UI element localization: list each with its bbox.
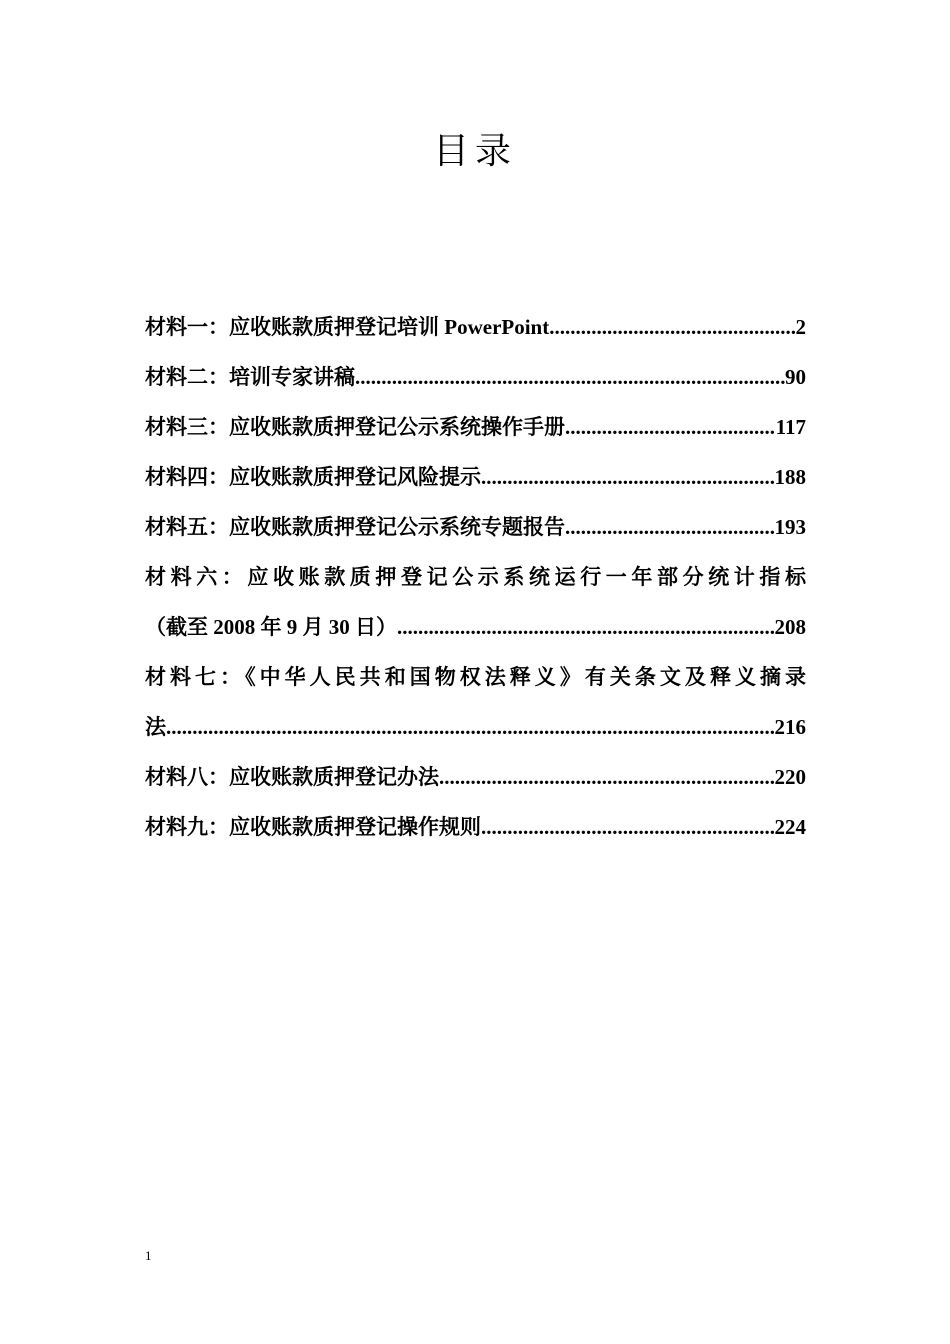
toc-dot-leader	[439, 752, 775, 802]
toc-entry-2[interactable]	[145, 352, 806, 402]
toc-dot-leader	[355, 352, 785, 402]
toc-entry-1[interactable]	[145, 302, 806, 352]
toc-entry-6-line-1[interactable]	[145, 552, 806, 602]
toc-entry-label: 材料五：应收账款质押登记公示系统专题报告	[145, 515, 565, 539]
toc-entry-label-continued: 法	[145, 715, 166, 739]
toc-entry-6-line-2[interactable]	[145, 602, 806, 652]
toc-page-number: 224	[774, 815, 806, 839]
toc-page-number: 216	[774, 715, 806, 739]
toc-page-number: 117	[775, 415, 806, 439]
toc-entry-9[interactable]	[145, 802, 806, 852]
toc-dot-leader	[565, 502, 775, 552]
toc-dot-leader	[481, 802, 775, 852]
toc-entry-label: 材料一：应收账款质押登记培训 PowerPoint	[145, 315, 550, 339]
toc-dot-leader	[549, 302, 795, 352]
toc-entry-label: 材料九：应收账款质押登记操作规则	[145, 815, 481, 839]
toc-entry-7-line-1[interactable]	[145, 652, 806, 702]
page-title: 目录	[432, 131, 517, 172]
toc-entry-3[interactable]	[145, 402, 806, 452]
toc-entry-label: 材料三：应收账款质押登记公示系统操作手册	[145, 415, 565, 439]
toc-page-number: 220	[774, 765, 806, 789]
toc-entry-label: 材料二：培训专家讲稿	[145, 365, 355, 389]
toc-entry-label: 材料八：应收账款质押登记办法	[145, 765, 439, 789]
toc-page-number: 90	[785, 365, 806, 389]
toc-entry-label: 材料四：应收账款质押登记风险提示	[145, 465, 481, 489]
toc-entry-4[interactable]	[145, 452, 806, 502]
toc-entry-8[interactable]	[145, 752, 806, 802]
toc-entry-5[interactable]	[145, 502, 806, 552]
toc-page-number: 208	[774, 615, 806, 639]
table-of-contents	[145, 302, 806, 852]
toc-entry-label-continued: （截至 2008 年 9 月 30 日）	[145, 615, 397, 639]
toc-entry-label: 材料六：应收账款质押登记公示系统运行一年部分统计指标	[145, 565, 806, 589]
toc-dot-leader	[481, 452, 775, 502]
toc-page-number: 188	[774, 465, 806, 489]
toc-dot-leader	[166, 702, 775, 752]
toc-page-number: 2	[795, 315, 806, 339]
page-number: 1	[145, 1248, 152, 1263]
toc-dot-leader	[397, 602, 775, 652]
toc-entry-7-line-2[interactable]	[145, 702, 806, 752]
toc-entry-label: 材料七：《中华人民共和国物权法释义》有关条文及释义摘录	[145, 665, 806, 689]
toc-dot-leader	[565, 402, 776, 452]
toc-page-number: 193	[774, 515, 806, 539]
